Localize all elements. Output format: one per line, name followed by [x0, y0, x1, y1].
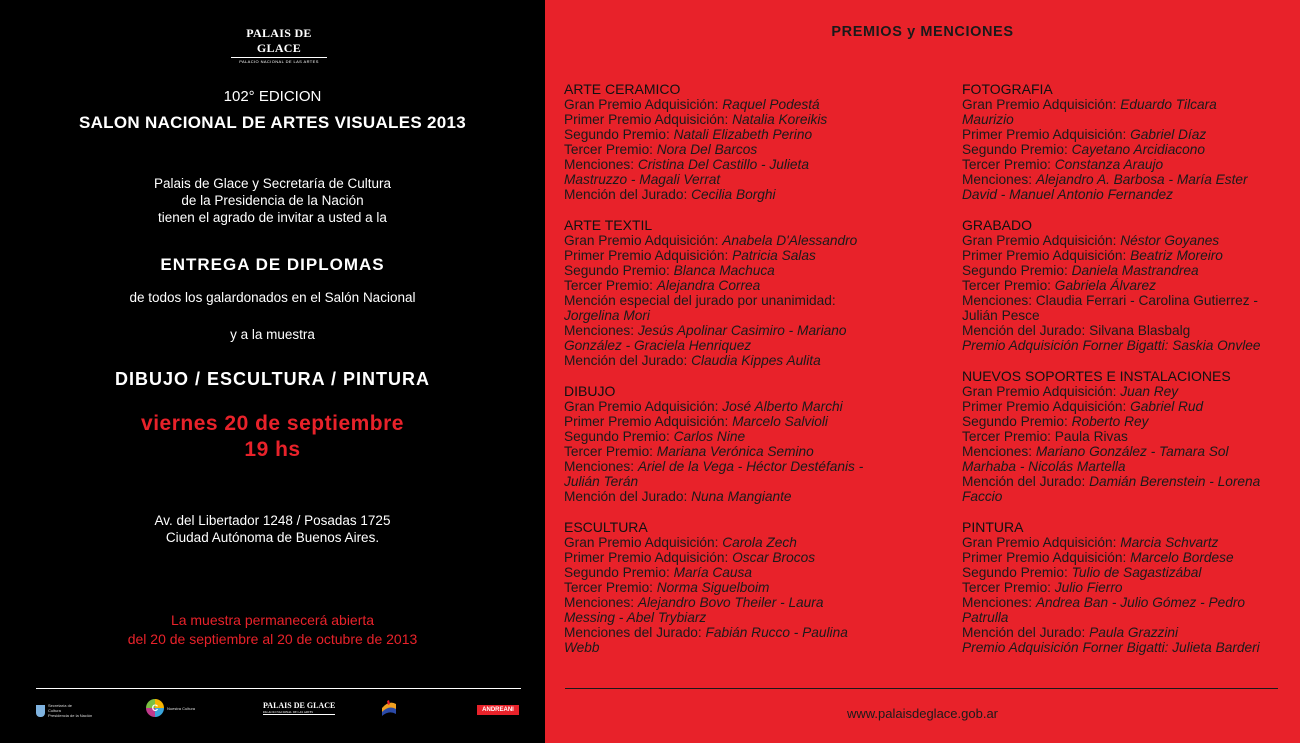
- awardee-name: María Causa: [673, 565, 752, 580]
- award-line: [962, 323, 1282, 338]
- awardee-name: Jesús Apolinar Casimiro - Mariano: [637, 323, 847, 338]
- award-section: [564, 519, 884, 655]
- awardee-name: Fabián Rucco - Paulina: [705, 625, 848, 640]
- award-label: Tercer Premio:: [962, 278, 1055, 293]
- award-label: Primer Premio Adquisición:: [962, 127, 1131, 142]
- awardee-name: David - Manuel Antonio Fernandez: [962, 187, 1174, 202]
- award-line: [962, 565, 1282, 580]
- award-label: Segundo Premio:: [962, 142, 1072, 157]
- awards-column-right: [962, 81, 1282, 670]
- award-section: [962, 368, 1282, 504]
- award-label: Mención del Jurado:: [564, 489, 692, 504]
- award-line: [564, 610, 884, 625]
- award-label: Primer Premio Adquisición:: [564, 414, 733, 429]
- award-line: [564, 595, 884, 610]
- award-label: Julián Pesce: [962, 308, 1040, 323]
- awardee-name: Julián Terán: [564, 474, 639, 489]
- award-line: [564, 97, 884, 112]
- award-line: [564, 323, 884, 338]
- event-subtitle: de todos los galardonados en el Salón Nacional: [129, 290, 416, 305]
- section-heading: ARTE CERAMICO: [564, 81, 681, 97]
- award-label: Menciones:: [564, 459, 638, 474]
- award-line: [564, 187, 884, 202]
- award-label: Tercer Premio:: [564, 444, 657, 459]
- awardee-name: Cecilia Borghi: [691, 187, 776, 202]
- award-label: Mención especial del jurado por unanimidad:: [564, 293, 836, 308]
- awardee-name: Mariana Verónica Semino: [656, 444, 814, 459]
- award-label: Menciones del Jurado:: [564, 625, 706, 640]
- award-label: Tercer Premio:: [564, 142, 657, 157]
- award-line: [564, 248, 884, 263]
- awardee-name: Daniela Mastrandrea: [1071, 263, 1199, 278]
- award-line: [564, 263, 884, 278]
- award-line: [564, 625, 884, 640]
- award-label: Primer Premio Adquisición:: [962, 399, 1131, 414]
- award-line: [962, 399, 1282, 414]
- award-line: [962, 489, 1282, 504]
- award-label: Gran Premio Adquisición:: [564, 399, 723, 414]
- award-line: [564, 157, 884, 172]
- award-label: Segundo Premio:: [962, 414, 1072, 429]
- awardee-name: Gabriel Rud: [1130, 399, 1204, 414]
- award-label: Tercer Premio: Paula Rivas: [962, 429, 1128, 444]
- awardee-name: Cristina Del Castillo - Julieta: [637, 157, 809, 172]
- edition-label: 102° EDICION: [223, 88, 322, 105]
- awardee-name: Beatriz Moreiro: [1130, 248, 1223, 263]
- award-label: Gran Premio Adquisición:: [962, 535, 1121, 550]
- award-label: Mención del Jurado: Silvana Blasbalg: [962, 323, 1191, 338]
- award-line: [564, 640, 884, 655]
- awardee-name: Gabriel Díaz: [1130, 127, 1207, 142]
- section-heading: ARTE TEXTIL: [564, 217, 653, 233]
- awardee-name: Natali Elizabeth Perino: [673, 127, 813, 142]
- award-label: Menciones:: [962, 172, 1036, 187]
- invitation-panel: [0, 0, 545, 743]
- awardee-name: Damián Berenstein - Lorena: [1089, 474, 1261, 489]
- award-line: [962, 610, 1282, 625]
- secretaria-cultura-logo: Secretaría de Cultura Presidencia de la Nación: [36, 703, 92, 718]
- award-line: [564, 338, 884, 353]
- exhibition-dates: La muestra permanecerá abierta del 20 de septiembre al 20 de octubre de 2013: [127, 612, 418, 647]
- award-line: [564, 308, 884, 323]
- award-label: Primer Premio Adquisición:: [564, 550, 733, 565]
- awardee-name: Premio Adquisición Forner Bigatti: Julieta Barderi: [962, 640, 1260, 655]
- awardee-name: Nuna Mangiante: [691, 489, 792, 504]
- event-day: viernes 20 de septiembre: [141, 412, 404, 435]
- awardee-name: Patrulla: [962, 610, 1009, 625]
- awardee-name: Raquel Podestá: [722, 97, 820, 112]
- award-line: [564, 127, 884, 142]
- section-heading: DIBUJO: [564, 383, 616, 399]
- award-section: [564, 81, 884, 202]
- award-line: [564, 550, 884, 565]
- cultura-icon: C: [146, 699, 164, 717]
- award-line: [962, 474, 1282, 489]
- awardee-name: Gabriela Álvarez: [1054, 278, 1156, 293]
- awardee-name: Cayetano Arcidiacono: [1071, 142, 1205, 157]
- awardee-name: Premio Adquisición Forner Bigatti: Saskia Onvlee: [962, 338, 1261, 353]
- nuestra-cultura-logo: C Nuestra Cultura: [146, 699, 195, 717]
- awards-column-left: [564, 81, 884, 670]
- awardee-name: Blanca Machuca: [673, 263, 775, 278]
- disciplines: DIBUJO / ESCULTURA / PINTURA: [114, 369, 430, 389]
- awards-title: PREMIOS y MENCIONES: [831, 24, 1014, 40]
- award-line: [564, 474, 884, 489]
- award-label: Tercer Premio:: [962, 580, 1055, 595]
- award-label: Gran Premio Adquisición:: [564, 535, 723, 550]
- award-line: [962, 157, 1282, 172]
- award-line: [962, 308, 1282, 323]
- award-line: [564, 489, 884, 504]
- awardee-name: Marcelo Bordese: [1130, 550, 1234, 565]
- footer-divider: [36, 688, 521, 689]
- awardee-name: Anabela D'Alessandro: [722, 233, 858, 248]
- award-line: [564, 278, 884, 293]
- award-line: [564, 112, 884, 127]
- award-line: [962, 233, 1282, 248]
- award-line: [564, 444, 884, 459]
- award-section: [962, 519, 1282, 655]
- award-line: [962, 263, 1282, 278]
- awardee-name: Mastruzzo - Magali Verrat: [564, 172, 721, 187]
- awardee-name: Natalia Koreikis: [732, 112, 828, 127]
- award-line: [962, 127, 1282, 142]
- award-line: [962, 187, 1282, 202]
- awardee-name: Mariano González - Tamara Sol: [1035, 444, 1229, 459]
- award-line: [564, 580, 884, 595]
- award-label: Primer Premio Adquisición:: [962, 550, 1131, 565]
- award-label: Segundo Premio:: [962, 565, 1072, 580]
- award-line: [564, 429, 884, 444]
- award-line: [962, 172, 1282, 187]
- awardee-name: Patricia Salas: [732, 248, 816, 263]
- award-section: [962, 81, 1282, 202]
- award-line: [564, 293, 884, 308]
- palais-footer-logo: PALAIS DE GLACE PALACIO NACIONAL DE LAS ARTES: [263, 701, 336, 714]
- section-heading: FOTOGRAFIA: [962, 81, 1053, 97]
- awardee-name: Constanza Araujo: [1054, 157, 1164, 172]
- award-line: [962, 97, 1282, 112]
- award-label: Menciones:: [564, 595, 638, 610]
- award-label: Gran Premio Adquisición:: [564, 233, 723, 248]
- award-line: [962, 248, 1282, 263]
- award-label: Primer Premio Adquisición:: [564, 248, 733, 263]
- award-line: [962, 459, 1282, 474]
- awardee-name: Carlos Nine: [673, 429, 746, 444]
- section-heading: NUEVOS SOPORTES E INSTALACIONES: [962, 368, 1231, 384]
- award-label: Gran Premio Adquisición:: [962, 97, 1121, 112]
- award-label: Segundo Premio:: [564, 127, 674, 142]
- award-label: Tercer Premio:: [962, 157, 1055, 172]
- andreani-logo: ANDREANI: [477, 705, 519, 715]
- award-line: [962, 580, 1282, 595]
- award-line: [564, 142, 884, 157]
- award-line: [962, 414, 1282, 429]
- awardee-name: Carola Zech: [722, 535, 797, 550]
- award-line: [962, 338, 1282, 353]
- award-label: Segundo Premio:: [564, 565, 674, 580]
- footer-divider-right: [565, 688, 1278, 689]
- award-section: [564, 217, 884, 368]
- awardee-name: Marcelo Salvioli: [732, 414, 828, 429]
- award-label: Gran Premio Adquisición:: [962, 233, 1121, 248]
- awardee-name: Julio Fierro: [1054, 580, 1123, 595]
- award-label: Mención del Jurado:: [564, 187, 692, 202]
- award-line: [564, 353, 884, 368]
- awardee-name: Néstor Goyanes: [1120, 233, 1220, 248]
- awardee-name: Faccio: [962, 489, 1003, 504]
- awardee-name: Claudia Kippes Aulita: [691, 353, 821, 368]
- awardee-name: Marhaba - Nicolás Martella: [962, 459, 1126, 474]
- awardee-name: Messing - Abel Trybiarz: [564, 610, 707, 625]
- award-label: Tercer Premio:: [564, 278, 657, 293]
- award-label: Gran Premio Adquisición:: [962, 384, 1121, 399]
- award-label: Mención del Jurado:: [564, 353, 692, 368]
- award-line: [564, 172, 884, 187]
- sponsor-flag-icon: [380, 700, 398, 716]
- award-line: [962, 535, 1282, 550]
- award-section: [564, 383, 884, 504]
- awardee-name: Alejandro Bovo Theiler - Laura: [637, 595, 824, 610]
- award-label: Primer Premio Adquisición:: [564, 112, 733, 127]
- awardee-name: José Alberto Marchi: [722, 399, 843, 414]
- award-line: [962, 550, 1282, 565]
- event-title: ENTREGA DE DIPLOMAS: [160, 255, 385, 274]
- palais-de-glace-logo: PALAIS DE GLACE PALACIO NACIONAL DE LAS ARTES: [231, 26, 327, 64]
- section-heading: GRABADO: [962, 217, 1033, 233]
- award-label: Menciones:: [962, 595, 1036, 610]
- award-line: [564, 399, 884, 414]
- awardee-name: Oscar Brocos: [732, 550, 816, 565]
- awardee-name: Marcia Schvartz: [1120, 535, 1219, 550]
- award-label: Primer Premio Adquisición:: [962, 248, 1131, 263]
- awardee-name: Alejandro A. Barbosa - María Ester: [1035, 172, 1248, 187]
- award-section: [962, 217, 1282, 353]
- section-heading: ESCULTURA: [564, 519, 648, 535]
- awardee-name: Juan Rey: [1120, 384, 1179, 399]
- award-line: [564, 565, 884, 580]
- award-line: [962, 444, 1282, 459]
- invitation-text: Palais de Glace y Secretaría de Cultura de la Presidencia de la Nación tienen el agrado de invitar a usted a la: [153, 176, 392, 225]
- awardee-name: Maurizio: [962, 112, 1014, 127]
- award-line: [962, 293, 1282, 308]
- awardee-name: Webb: [564, 640, 600, 655]
- shield-icon: [36, 705, 45, 717]
- award-label: Segundo Premio:: [564, 429, 674, 444]
- award-label: Tercer Premio:: [564, 580, 657, 595]
- website-url: www.palaisdeglace.gob.ar: [846, 706, 999, 721]
- award-label: Menciones:: [962, 444, 1036, 459]
- awardee-name: Alejandra Correa: [656, 278, 761, 293]
- awardee-name: Paula Grazzini: [1089, 625, 1179, 640]
- award-line: [962, 625, 1282, 640]
- address: Av. del Libertador 1248 / Posadas 1725 Ciudad Autónoma de Buenos Aires.: [154, 513, 391, 545]
- award-label: Menciones:: [564, 157, 638, 172]
- awardee-name: Andrea Ban - Julio Gómez - Pedro: [1035, 595, 1246, 610]
- award-line: [564, 459, 884, 474]
- award-line: [962, 142, 1282, 157]
- awardee-name: Tulio de Sagastizábal: [1071, 565, 1202, 580]
- event-time: 19 hs: [244, 438, 301, 461]
- award-line: [564, 414, 884, 429]
- award-label: Gran Premio Adquisición:: [564, 97, 723, 112]
- event-date: [0, 411, 545, 463]
- award-line: [564, 233, 884, 248]
- section-heading: PINTURA: [962, 519, 1024, 535]
- award-line: [962, 278, 1282, 293]
- award-line: [962, 640, 1282, 655]
- award-line: [962, 384, 1282, 399]
- award-label: Menciones: Claudia Ferrari - Carolina Gutierrez -: [962, 293, 1258, 308]
- award-label: Mención del Jurado:: [962, 625, 1090, 640]
- award-line: [962, 595, 1282, 610]
- awardee-name: Nora Del Barcos: [656, 142, 758, 157]
- award-label: Menciones:: [564, 323, 638, 338]
- awardee-name: Eduardo Tilcara: [1120, 97, 1217, 112]
- awardee-name: Ariel de la Vega - Héctor Destéfanis -: [637, 459, 864, 474]
- award-line: [962, 112, 1282, 127]
- awardee-name: González - Graciela Henriquez: [564, 338, 752, 353]
- award-label: Mención del Jurado:: [962, 474, 1090, 489]
- awardee-name: Jorgelina Mori: [564, 308, 650, 323]
- awardee-name: Norma Siguelboim: [656, 580, 770, 595]
- award-line: [564, 535, 884, 550]
- exhibition-intro: y a la muestra: [230, 327, 315, 342]
- award-label: Segundo Premio:: [962, 263, 1072, 278]
- salon-title: SALON NACIONAL DE ARTES VISUALES 2013: [78, 113, 467, 132]
- award-label: Segundo Premio:: [564, 263, 674, 278]
- award-line: [962, 429, 1282, 444]
- awardee-name: Roberto Rey: [1071, 414, 1149, 429]
